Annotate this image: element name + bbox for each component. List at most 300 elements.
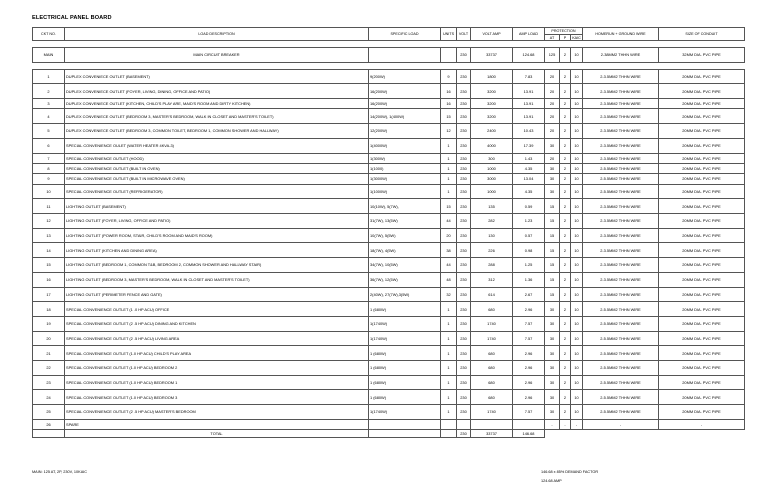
load-description: DUPLEX CONVENIECE OUTLET (KITCHEN, CHILD'S PLAY ARE, MAID'S ROOM AND DIRTY KITCHEN) — [65, 99, 369, 109]
ckt-no: 5 — [33, 124, 65, 139]
protection-p: 2 — [560, 375, 571, 390]
specific-load: 1(1740W) — [369, 316, 441, 331]
conduit-size: 20MM DIA. PVC PIPE — [659, 138, 745, 153]
panel-board-table — [32, 27, 745, 438]
header-volt-amp: VOLT AMP — [471, 28, 513, 41]
amp-load — [513, 419, 545, 429]
amp-load: 1.43 — [513, 153, 545, 163]
units: 12 — [441, 124, 457, 139]
load-description: SPECIAL CONVENIENCE OUTLET (2 .5 HP ACU) MASTER'S BEDROOM — [65, 405, 369, 420]
protection-kaic: 10 — [571, 302, 583, 317]
protection-p: 2 — [560, 184, 571, 199]
volt: 230 — [457, 287, 471, 302]
protection-kaic: 10 — [571, 287, 583, 302]
volt: 230 — [457, 124, 471, 139]
specific-load — [369, 419, 441, 429]
units: 9 — [441, 69, 457, 84]
ckt-no: 12 — [33, 214, 65, 229]
protection-at: 30 — [545, 360, 560, 375]
protection-p: 2 — [560, 84, 571, 99]
homerun-wire: 2-3.5MM2 THHN WIRE — [583, 214, 659, 229]
protection-at: 15 — [545, 199, 560, 214]
protection-p: 2 — [560, 69, 571, 84]
homerun-wire: 2-3.5MM2 THHN WIRE — [583, 153, 659, 163]
table-row — [33, 138, 745, 153]
specific-load: 1(1740W) — [369, 405, 441, 420]
units: 15 — [441, 109, 457, 124]
specific-load: 16(200W) — [369, 99, 441, 109]
protection-at: 20 — [545, 124, 560, 139]
main-breaker-row — [33, 48, 745, 63]
conduit-size: 32MM DIA. PVC PIPE — [659, 48, 745, 63]
amp-load: 0.57 — [513, 228, 545, 243]
protection-p: 2 — [560, 109, 571, 124]
homerun-wire: 2-5.5MM2 THHN WIRE — [583, 346, 659, 361]
table-row — [33, 174, 745, 184]
ckt-no: 1 — [33, 69, 65, 84]
table-row — [33, 360, 745, 375]
protection-at: 15 — [545, 258, 560, 273]
conduit-size: 20MM DIA. PVC PIPE — [659, 287, 745, 302]
ckt-no: 25 — [33, 405, 65, 420]
conduit-size: 20MM DIA. PVC PIPE — [659, 302, 745, 317]
table-row — [33, 405, 745, 420]
specific-load: 2(40W), 27(7W),3(5W) — [369, 287, 441, 302]
ckt-no: 23 — [33, 375, 65, 390]
load-description: LIGHTING OUTLET (BEDROOM 1, COMMON T&B, BEDROOM 2, COMMON SHOWER AND HALLWAY STAIR) — [65, 258, 369, 273]
protection-p: 2 — [560, 124, 571, 139]
homerun-wire: 2-3.5MM2 THHN WIRE — [583, 69, 659, 84]
conduit-size: 20MM DIA. PVC PIPE — [659, 360, 745, 375]
conduit-size: 20MM DIA. PVC PIPE — [659, 124, 745, 139]
amp-load: 7.57 — [513, 331, 545, 346]
volt: 230 — [457, 199, 471, 214]
table-row — [33, 258, 745, 273]
homerun-wire: 2-5.5MM2 THHN WIRE — [583, 316, 659, 331]
load-description: LIGHTING OUTLET (KITCHEN AND DINING AREA) — [65, 243, 369, 258]
table-row — [33, 214, 745, 229]
protection-kaic: 10 — [571, 390, 583, 405]
ckt-no: 18 — [33, 302, 65, 317]
protection-at: 30 — [545, 174, 560, 184]
volt: 230 — [457, 109, 471, 124]
load-description: MAIN CIRCUIT BREAKER — [65, 48, 369, 63]
amp-load: 2.96 — [513, 302, 545, 317]
specific-load: 10(7W), 5(5W) — [369, 228, 441, 243]
units: 48 — [441, 272, 457, 287]
protection-p: 2 — [560, 316, 571, 331]
demand-factor-note: 146.68 x 85% DEMAND FACTOR — [541, 470, 599, 474]
amp-load: 13.04 — [513, 174, 545, 184]
protection-at: 30 — [545, 375, 560, 390]
conduit-size: 20MM DIA. PVC PIPE — [659, 69, 745, 84]
header-at: AT — [545, 35, 560, 41]
volt-amp: 3200 — [471, 99, 513, 109]
units: 16 — [441, 99, 457, 109]
units: 1 — [441, 138, 457, 153]
amp-load: 10.43 — [513, 124, 545, 139]
units: 15 — [441, 199, 457, 214]
protection-kaic: 10 — [571, 109, 583, 124]
conduit-size: 20MM DIA. PVC PIPE — [659, 243, 745, 258]
table-row — [33, 287, 745, 302]
amp-load: 2.67 — [513, 287, 545, 302]
load-description: SPECIAL CONVENIENCE OUTLET (HOOD) — [65, 153, 369, 163]
amp-load: 7.57 — [513, 316, 545, 331]
conduit-size: 20MM DIA. PVC PIPE — [659, 331, 745, 346]
homerun-wire: 2-5.5MM2 THHN WIRE — [583, 174, 659, 184]
conduit-size: 20MM DIA. PVC PIPE — [659, 153, 745, 163]
demand-result-note: 124.68 AMP — [541, 479, 562, 483]
protection-p: 2 — [560, 163, 571, 173]
protection-at: 15 — [545, 287, 560, 302]
protection-p: 2 — [560, 287, 571, 302]
specific-load: 1 (680W) — [369, 360, 441, 375]
units: 38 — [441, 243, 457, 258]
units: 1 — [441, 316, 457, 331]
units: 1 — [441, 302, 457, 317]
protection-kaic: 10 — [571, 199, 583, 214]
homerun-wire: 2-3.5MM2 THHN WIRE — [583, 258, 659, 273]
table-row — [33, 184, 745, 199]
homerun-wire: 2-5.5MM2 THHN WIRE — [583, 184, 659, 199]
protection-p: 2 — [560, 390, 571, 405]
protection-kaic: 10 — [571, 174, 583, 184]
total-label: TOTAL — [65, 430, 369, 438]
volt-amp: 680 — [471, 302, 513, 317]
units: 1 — [441, 405, 457, 420]
table-row — [33, 199, 745, 214]
homerun-wire: 2-5.5MM2 THHN WIRE — [583, 405, 659, 420]
amp-load: 2.96 — [513, 346, 545, 361]
protection-kaic: 10 — [571, 272, 583, 287]
volt-amp: 1000 — [471, 184, 513, 199]
homerun-wire: 2-3.5MM2 THHN WIRE — [583, 243, 659, 258]
ckt-no: 10 — [33, 184, 65, 199]
protection-p: 2 — [560, 360, 571, 375]
homerun-wire: 2-3.5MM2 THHN WIRE — [583, 228, 659, 243]
protection-at: 30 — [545, 138, 560, 153]
protection-kaic: 10 — [571, 48, 583, 63]
homerun-wire: 2-3.5MM2 THHN WIRE — [583, 272, 659, 287]
ckt-no: 8 — [33, 163, 65, 173]
volt-amp: 288 — [471, 258, 513, 273]
ckt-no: 6 — [33, 138, 65, 153]
homerun-wire: 2-3.5MM2 THHN WIRE — [583, 84, 659, 99]
units: 16 — [441, 84, 457, 99]
load-description: SPECIAL CONVENIENCE OUTLET (1 .0 HP ACU) OFFICE — [65, 302, 369, 317]
header-ckt-no: CKT NO. — [33, 28, 65, 41]
conduit-size: 20MM DIA. PVC PIPE — [659, 390, 745, 405]
load-description: SPARE — [65, 419, 369, 429]
protection-kaic: 10 — [571, 69, 583, 84]
specific-load: 1(1740W) — [369, 331, 441, 346]
protection-kaic: 10 — [571, 346, 583, 361]
volt: 230 — [457, 405, 471, 420]
ckt-no: 21 — [33, 346, 65, 361]
load-description: SPECIAL CONVENIENCE OUTLET (REFRIGERATOR) — [65, 184, 369, 199]
protection-at: 20 — [545, 153, 560, 163]
load-description: LIGHTING OUTLET (BEDROOM 3, MASTER'S BEDROOM, WALK IN CLOSET AND MASTER'S TOILET) — [65, 272, 369, 287]
load-description: SPECIAL CONVENIENCE OUTLET (1.0 HP ACU) BEDROOM 2 — [65, 360, 369, 375]
volt: 230 — [457, 316, 471, 331]
protection-kaic: 10 — [571, 228, 583, 243]
protection-at: 15 — [545, 228, 560, 243]
conduit-size: 20MM DIA. PVC PIPE — [659, 163, 745, 173]
ckt-no: 11 — [33, 199, 65, 214]
protection-kaic: 10 — [571, 258, 583, 273]
header-homerun-ground-wire: HOMERUN + GROUND WIRE — [583, 28, 659, 41]
protection-at: 15 — [545, 243, 560, 258]
volt — [457, 419, 471, 429]
main-spec-note: MAIN: 125 AT, 2P, 230V, 10KAIC — [32, 470, 88, 474]
units: 1 — [441, 390, 457, 405]
table-row — [33, 109, 745, 124]
amp-load: 13.91 — [513, 109, 545, 124]
table-row — [33, 302, 745, 317]
protection-kaic: 10 — [571, 375, 583, 390]
conduit-size: 20MM DIA. PVC PIPE — [659, 214, 745, 229]
conduit-size: 20MM DIA. PVC PIPE — [659, 199, 745, 214]
volt-amp: 1800 — [471, 69, 513, 84]
amp-load: 124.68 — [513, 48, 545, 63]
units: 1 — [441, 360, 457, 375]
specific-load: 16(200W) — [369, 84, 441, 99]
ckt-no: 15 — [33, 258, 65, 273]
volt: 230 — [457, 390, 471, 405]
protection-at: 20 — [545, 99, 560, 109]
units: 32 — [441, 287, 457, 302]
volt-amp: 4000 — [471, 138, 513, 153]
volt-amp: 2400 — [471, 124, 513, 139]
volt: 230 — [457, 163, 471, 173]
conduit-size: 20MM DIA. PVC PIPE — [659, 228, 745, 243]
amp-load: 2.96 — [513, 390, 545, 405]
volt-amp: 3000 — [471, 174, 513, 184]
protection-kaic: 10 — [571, 405, 583, 420]
conduit-size: 20MM DIA. PVC PIPE — [659, 346, 745, 361]
protection-p: 2 — [560, 243, 571, 258]
conduit-size: 20MM DIA. PVC PIPE — [659, 375, 745, 390]
protection-at: 30 — [545, 346, 560, 361]
homerun-wire: 2-3.5MM2 THHN WIRE — [583, 124, 659, 139]
homerun-wire: 2-5.5MM2 THHN WIRE — [583, 163, 659, 173]
volt-amp: 312 — [471, 272, 513, 287]
volt-amp: 282 — [471, 214, 513, 229]
volt: 230 — [457, 184, 471, 199]
protection-kaic: 10 — [571, 138, 583, 153]
specific-load: 18(7W), 4(5W) — [369, 243, 441, 258]
total-row — [33, 430, 745, 438]
load-description: SPECIAL CONVENIENCE OUTLET (1.0 HP ACU) BEDROOM 1 — [65, 375, 369, 390]
protection-p: 2 — [560, 272, 571, 287]
specific-load: 1(1000) — [369, 163, 441, 173]
ckt-no: 22 — [33, 360, 65, 375]
table-row — [33, 331, 745, 346]
ckt-no: 4 — [33, 109, 65, 124]
units: 1 — [441, 184, 457, 199]
volt-amp: 680 — [471, 375, 513, 390]
homerun-wire: 2-3.5MM2 THHN WIRE — [583, 199, 659, 214]
protection-p: 2 — [560, 331, 571, 346]
ckt-no: 3 — [33, 99, 65, 109]
protection-at: 20 — [545, 69, 560, 84]
ckt-no: MAIN — [33, 48, 65, 63]
volt: 230 — [457, 228, 471, 243]
units: 1 — [441, 331, 457, 346]
protection-p: - — [560, 419, 571, 429]
volt-amp: 3200 — [471, 109, 513, 124]
volt-amp: 33737 — [471, 48, 513, 63]
load-description: DUPLEX CONVENIECE OUTLET (BEDROOM 3, MASTER'S BEDROOM, WALK IN CLOSET AND MASTER'S TOILET) — [65, 109, 369, 124]
protection-kaic: 10 — [571, 214, 583, 229]
conduit-size: 20MM DIA. PVC PIPE — [659, 272, 745, 287]
protection-kaic: - — [571, 419, 583, 429]
units — [441, 48, 457, 63]
protection-at: 30 — [545, 163, 560, 173]
volt: 230 — [457, 153, 471, 163]
protection-p: 2 — [560, 199, 571, 214]
conduit-size: 20MM DIA. PVC PIPE — [659, 184, 745, 199]
protection-at: 30 — [545, 302, 560, 317]
homerun-wire: 2-5.5MM2 THHN WIRE — [583, 331, 659, 346]
conduit-size: 20MM DIA. PVC PIPE — [659, 109, 745, 124]
volt: 230 — [457, 258, 471, 273]
homerun-wire: 2-3.5MM2 THHN WIRE — [583, 287, 659, 302]
volt-amp — [471, 419, 513, 429]
protection-kaic: 10 — [571, 243, 583, 258]
protection-kaic: 10 — [571, 124, 583, 139]
volt-amp: 3200 — [471, 84, 513, 99]
header-specific-load: SPECIFIC LOAD — [369, 28, 441, 41]
volt: 230 — [457, 360, 471, 375]
amp-load: 0.98 — [513, 243, 545, 258]
specific-load: 12(200W) — [369, 124, 441, 139]
units: 1 — [441, 153, 457, 163]
volt: 230 — [457, 84, 471, 99]
load-description: SPECIAL CONVENIENCE OUTLET (BUILT IN MICROWAVE OVEN) — [65, 174, 369, 184]
units — [441, 419, 457, 429]
protection-kaic: 10 — [571, 360, 583, 375]
total-volt-amp: 33737 — [471, 430, 513, 438]
homerun-wire: - — [583, 419, 659, 429]
volt: 230 — [457, 331, 471, 346]
specific-load: 1 (680W) — [369, 302, 441, 317]
specific-load: 10(10W), 5(7W), — [369, 199, 441, 214]
ckt-no: 24 — [33, 390, 65, 405]
amp-load: 4.35 — [513, 184, 545, 199]
volt: 230 — [457, 69, 471, 84]
volt-amp: 1000 — [471, 163, 513, 173]
conduit-size: 20MM DIA. PVC PIPE — [659, 174, 745, 184]
load-description: DUPLEX CONVENIECE OUTLET (BASEMENT) — [65, 69, 369, 84]
units: 1 — [441, 375, 457, 390]
load-description: SPECIAL CONVENIENCE OUTLET (1.0 HP ACU) BEDROOM 3 — [65, 390, 369, 405]
amp-load: 7.57 — [513, 405, 545, 420]
table-row — [33, 316, 745, 331]
volt: 230 — [457, 174, 471, 184]
table-row — [33, 228, 745, 243]
protection-kaic: 10 — [571, 153, 583, 163]
conduit-size: 20MM DIA. PVC PIPE — [659, 258, 745, 273]
protection-p: 2 — [560, 258, 571, 273]
protection-p: 2 — [560, 138, 571, 153]
protection-at: 15 — [545, 214, 560, 229]
ckt-no: 26 — [33, 419, 65, 429]
volt: 230 — [457, 346, 471, 361]
protection-at: 15 — [545, 272, 560, 287]
protection-p: 2 — [560, 153, 571, 163]
conduit-size: 20MM DIA. PVC PIPE — [659, 99, 745, 109]
conduit-size: 20MM DIA. PVC PIPE — [659, 405, 745, 420]
protection-at: 30 — [545, 184, 560, 199]
total-volt: 230 — [457, 430, 471, 438]
volt-amp: 130 — [471, 228, 513, 243]
ckt-no: 19 — [33, 316, 65, 331]
load-description: LIGHTING OUTLET (FOYER, LIVING, OFFICE AND PATIO) — [65, 214, 369, 229]
protection-kaic: 10 — [571, 84, 583, 99]
ckt-no: 13 — [33, 228, 65, 243]
header-kaic: KAIC — [572, 35, 581, 40]
ckt-no: 16 — [33, 272, 65, 287]
specific-load: 36(7W), 12(5W) — [369, 272, 441, 287]
volt: 230 — [457, 302, 471, 317]
page-title: ELECTRICAL PANEL BOARD — [32, 15, 112, 21]
protection-kaic: 10 — [571, 331, 583, 346]
table-row — [33, 99, 745, 109]
specific-load: 31(7W), 13(5W) — [369, 214, 441, 229]
total-amp-load: 146.68 — [513, 430, 545, 438]
protection-kaic: 10 — [571, 163, 583, 173]
load-description: LIGHTING OUTLET (POWER ROOM, STAIR, CHILD'S ROOM AND MAID'S ROOM) — [65, 228, 369, 243]
units: 1 — [441, 163, 457, 173]
load-description: LIGHTING OUTLET (BASEMENT) — [65, 199, 369, 214]
units: 44 — [441, 214, 457, 229]
specific-load: 1 (680W) — [369, 375, 441, 390]
amp-load: 1.25 — [513, 258, 545, 273]
volt: 230 — [457, 272, 471, 287]
table-row — [33, 163, 745, 173]
protection-p: 2 — [560, 99, 571, 109]
specific-load: 1(300W) — [369, 153, 441, 163]
units: 1 — [441, 174, 457, 184]
conduit-size: 20MM DIA. PVC PIPE — [659, 84, 745, 99]
specific-load: 1(1000W) — [369, 184, 441, 199]
specific-load: 1(4000W) — [369, 138, 441, 153]
protection-at: 30 — [545, 405, 560, 420]
protection-at: 30 — [545, 390, 560, 405]
protection-p: 2 — [560, 174, 571, 184]
protection-at: - — [545, 419, 560, 429]
table-row — [33, 346, 745, 361]
specific-load: 1(3000W) — [369, 174, 441, 184]
volt: 230 — [457, 48, 471, 63]
table-row — [33, 375, 745, 390]
volt-amp: 1740 — [471, 316, 513, 331]
load-description: DUPLEX CONVENIECE OUTLET (BEDROOM 3, COMMON TOILET, BEDROOM 1, COMMON SHOWER AND HALLWAY) — [65, 124, 369, 139]
volt-amp: 135 — [471, 199, 513, 214]
protection-p: 2 — [560, 228, 571, 243]
volt-amp: 680 — [471, 360, 513, 375]
load-description: DUPLEX CONVENIECE OUTLET (FOYER, LIVING, DINING, OFFICE AND PATIO) — [65, 84, 369, 99]
ckt-no: 17 — [33, 287, 65, 302]
specific-load: 14(200W), 1(400W) — [369, 109, 441, 124]
load-description: SPECIAL CONVENIENCE OUTLET (2 .5 HP ACU) LIVING AREA — [65, 331, 369, 346]
protection-kaic: 10 — [571, 316, 583, 331]
protection-p: 2 — [560, 214, 571, 229]
protection-at: 30 — [545, 316, 560, 331]
units: 44 — [441, 258, 457, 273]
